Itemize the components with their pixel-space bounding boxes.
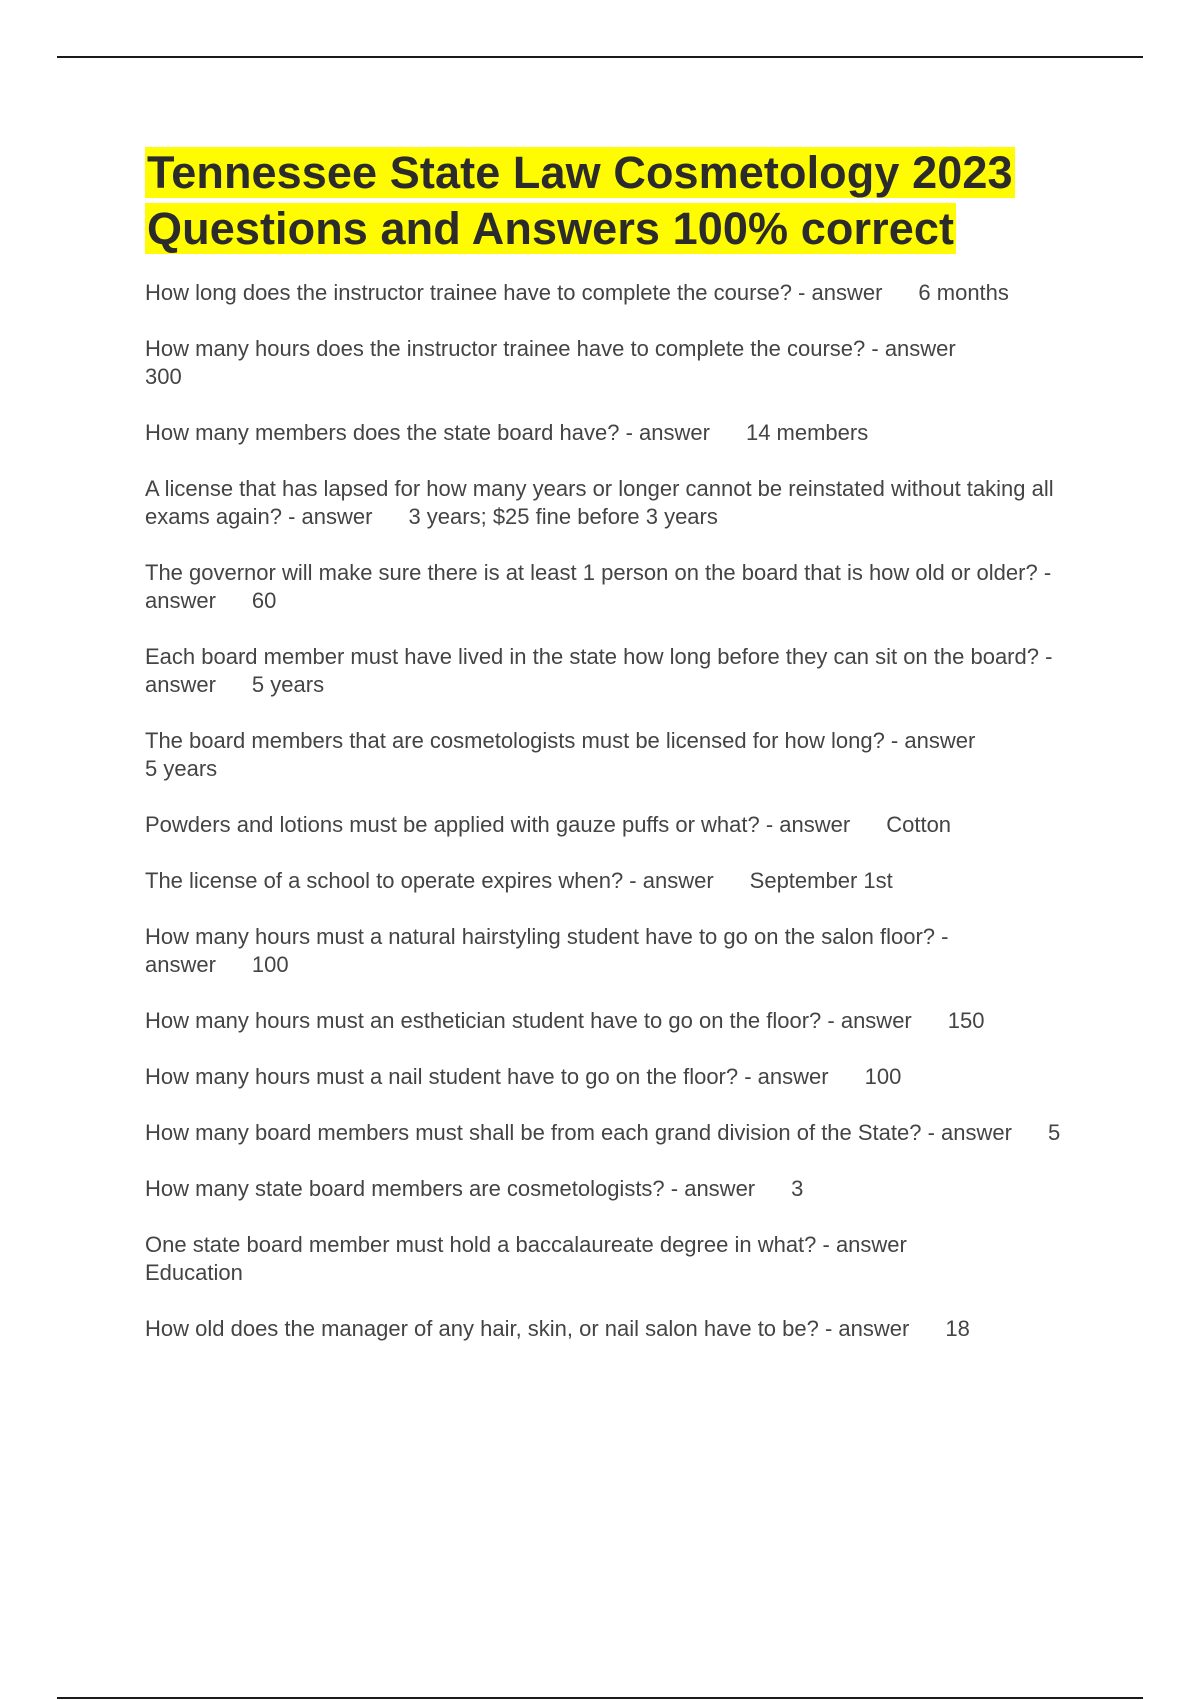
answer-text: 300 [145,364,182,389]
answer-text: Cotton [886,812,952,837]
question-text: Each board member must have lived in the state how long before they can sit on the board? - answer [145,644,1053,697]
qa-item [145,1315,1090,1343]
question-text: How old does the manager of any hair, skin, or nail salon have to be? - answer [145,1316,910,1341]
top-rule [57,56,1143,58]
qa-item [145,867,1090,895]
question-text: How many hours must an esthetician student have to go on the floor? - answer [145,1008,912,1033]
answer-text: 14 members [745,420,869,445]
question-text: How many hours does the instructor trainee have to complete the course? - answer [145,336,956,361]
qa-item [145,1119,1090,1147]
qa-item [145,1063,1090,1091]
title-highlight: Tennessee State Law Cosmetology 2023 Questions and Answers 100% correct [147,147,1013,254]
qa-item [145,727,1090,783]
answer-text: 3 [791,1176,804,1201]
qa-item [145,1007,1090,1035]
answer-text: 100 [864,1064,902,1089]
qa-item [145,1231,1090,1287]
answer-text: 5 years [145,756,218,781]
answer-text: 150 [947,1008,985,1033]
question-text: How many members does the state board have? - answer [145,420,710,445]
qa-item [145,419,1090,447]
question-text: One state board member must hold a baccalaureate degree in what? - answer [145,1232,907,1257]
answer-text: 5 [1047,1120,1061,1145]
document-body [145,145,1090,1371]
answer-text: September 1st [749,868,893,893]
question-text: The governor will make sure there is at least 1 person on the board that is how old or older? - answer [145,560,1052,613]
qa-item [145,643,1090,699]
answer-text: 100 [251,952,289,977]
qa-item [145,335,1090,391]
qa-item [145,559,1090,615]
question-text: Powders and lotions must be applied with gauze puffs or what? - answer [145,812,851,837]
page-title [145,145,1090,257]
answer-text: Education [145,1260,243,1285]
question-text: How many state board members are cosmetologists? - answer [145,1176,756,1201]
qa-list [145,279,1090,1343]
question-text: How many board members must shall be from each grand division of the State? - answer [145,1120,1012,1145]
qa-item [145,923,1090,979]
qa-item [145,1175,1090,1203]
question-text: The board members that are cosmetologists must be licensed for how long? - answer [145,728,976,753]
answer-text: 6 months [918,280,1009,305]
answer-text: 18 [945,1316,970,1341]
bottom-rule [57,1697,1143,1699]
qa-item [145,279,1090,307]
qa-item [145,811,1090,839]
question-text: A license that has lapsed for how many years or longer cannot be reinstated without taking all exams again? - answer [145,476,1054,529]
question-text: How long does the instructor trainee have to complete the course? - answer [145,280,883,305]
answer-text: 60 [251,588,277,613]
answer-text: 5 years [251,672,325,697]
qa-item [145,475,1090,531]
question-text: The license of a school to operate expires when? - answer [145,868,714,893]
question-text: How many hours must a nail student have to go on the floor? - answer [145,1064,829,1089]
question-text: How many hours must a natural hairstyling student have to go on the salon floor? - answer [145,924,949,977]
answer-text: 3 years; $25 fine before 3 years [408,504,718,529]
